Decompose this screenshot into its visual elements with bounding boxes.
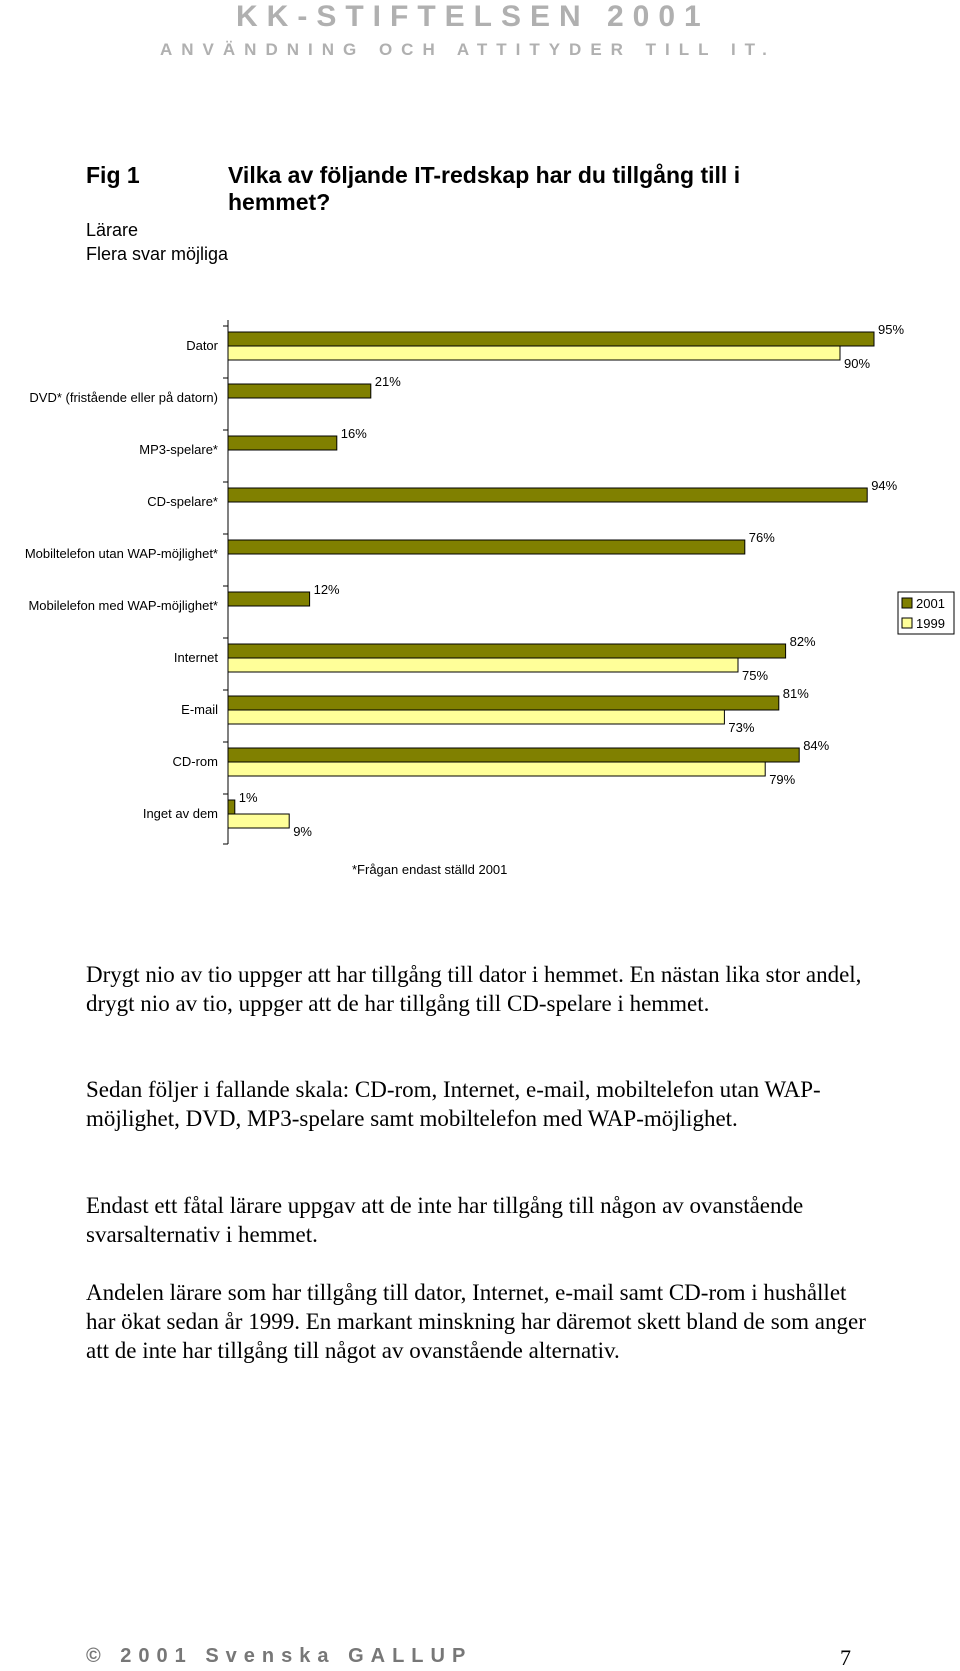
figure-label: Fig 1 (86, 162, 140, 188)
value-label-1999: 73% (728, 720, 755, 735)
category-label: CD-spelare* (147, 494, 218, 509)
paragraph-4: Andelen lärare som har tillgång till dator, Internet, e-mail samt CD-rom i hushållet har ökat sedan år 1999. En markant minskning har däremot skett bland de som anger att de inte har tillgång till något av ovanstående alternativ. (86, 1280, 866, 1363)
bar-1999 (228, 814, 289, 828)
figure-group: Lärare (86, 220, 139, 240)
paragraph-3: Endast ett fåtal lärare uppgav att de inte har tillgång till någon av ovanstående svarsalternativ i hemmet. (86, 1193, 804, 1247)
category-label: Internet (173, 650, 218, 665)
category-label: CD-rom (172, 754, 218, 769)
value-label-2001: 16% (340, 426, 367, 441)
paragraph-1: Drygt nio av tio uppger att har tillgång till dator i hemmet. En nästan lika stor andel, drygt nio av tio, uppger att de har tillgång till CD-spelare i hemmet. (86, 962, 862, 1016)
header-subtitle: ANVÄNDNING OCH ATTITYDER TILL IT. (160, 40, 776, 59)
bar-chart (0, 320, 960, 880)
bar-2001 (228, 696, 779, 710)
paragraph-2: Sedan följer i fallande skala: CD-rom, Internet, e-mail, mobiltelefon utan WAP-möjlighet, DVD, MP3-spelare samt mobiltelefon med WAP-möjlighet. (86, 1077, 821, 1131)
page-number: 7 (840, 1645, 851, 1670)
category-label: Inget av dem (142, 806, 218, 821)
chart-footnote: *Frågan endast ställd 2001 (352, 862, 508, 877)
bar-2001 (228, 748, 799, 762)
value-label-2001: 84% (803, 738, 830, 753)
footer-copyright: © 2001 Svenska GALLUP (86, 1645, 473, 1667)
category-label: Mobiltelefon utan WAP-möjlighet* (24, 546, 218, 561)
figure-note: Flera svar möjliga (86, 244, 229, 264)
bar-2001 (228, 800, 235, 814)
value-label-2001: 82% (789, 634, 816, 649)
value-label-2001: 1% (238, 790, 258, 805)
figure-question: Vilka av följande IT-redskap har du tillgång till i hemmet? (228, 162, 741, 215)
bar-1999 (228, 762, 765, 776)
legend-swatch-1999 (902, 618, 912, 628)
header-title: KK-STIFTELSEN 2001 (236, 0, 710, 33)
value-label-2001: 81% (782, 686, 809, 701)
value-label-2001: 94% (871, 478, 898, 493)
value-label-1999: 79% (769, 772, 796, 787)
value-label-2001: 76% (748, 530, 775, 545)
value-label-1999: 75% (742, 668, 769, 683)
bar-1999 (228, 658, 738, 672)
bar-2001 (228, 332, 874, 346)
bar-1999 (228, 346, 840, 360)
bar-2001 (228, 540, 745, 554)
legend-label-2001: 2001 (916, 596, 945, 611)
category-label: MP3-spelare* (139, 442, 218, 457)
bar-2001 (228, 488, 867, 502)
bar-1999 (228, 710, 724, 724)
category-label: E-mail (181, 702, 218, 717)
bar-2001 (228, 436, 337, 450)
legend-label-1999: 1999 (916, 616, 945, 631)
value-label-1999: 90% (844, 356, 871, 371)
category-label: Mobilelefon med WAP-möjlighet* (28, 598, 218, 613)
value-label-2001: 95% (878, 322, 905, 337)
bar-2001 (228, 592, 310, 606)
legend-swatch-2001 (902, 598, 912, 608)
bar-2001 (228, 644, 786, 658)
value-label-2001: 21% (374, 374, 401, 389)
bar-2001 (228, 384, 371, 398)
value-label-1999: 9% (293, 824, 312, 839)
category-label: Dator (186, 338, 218, 353)
category-label: DVD* (fristående eller på datorn) (29, 390, 218, 405)
value-label-2001: 12% (313, 582, 340, 597)
